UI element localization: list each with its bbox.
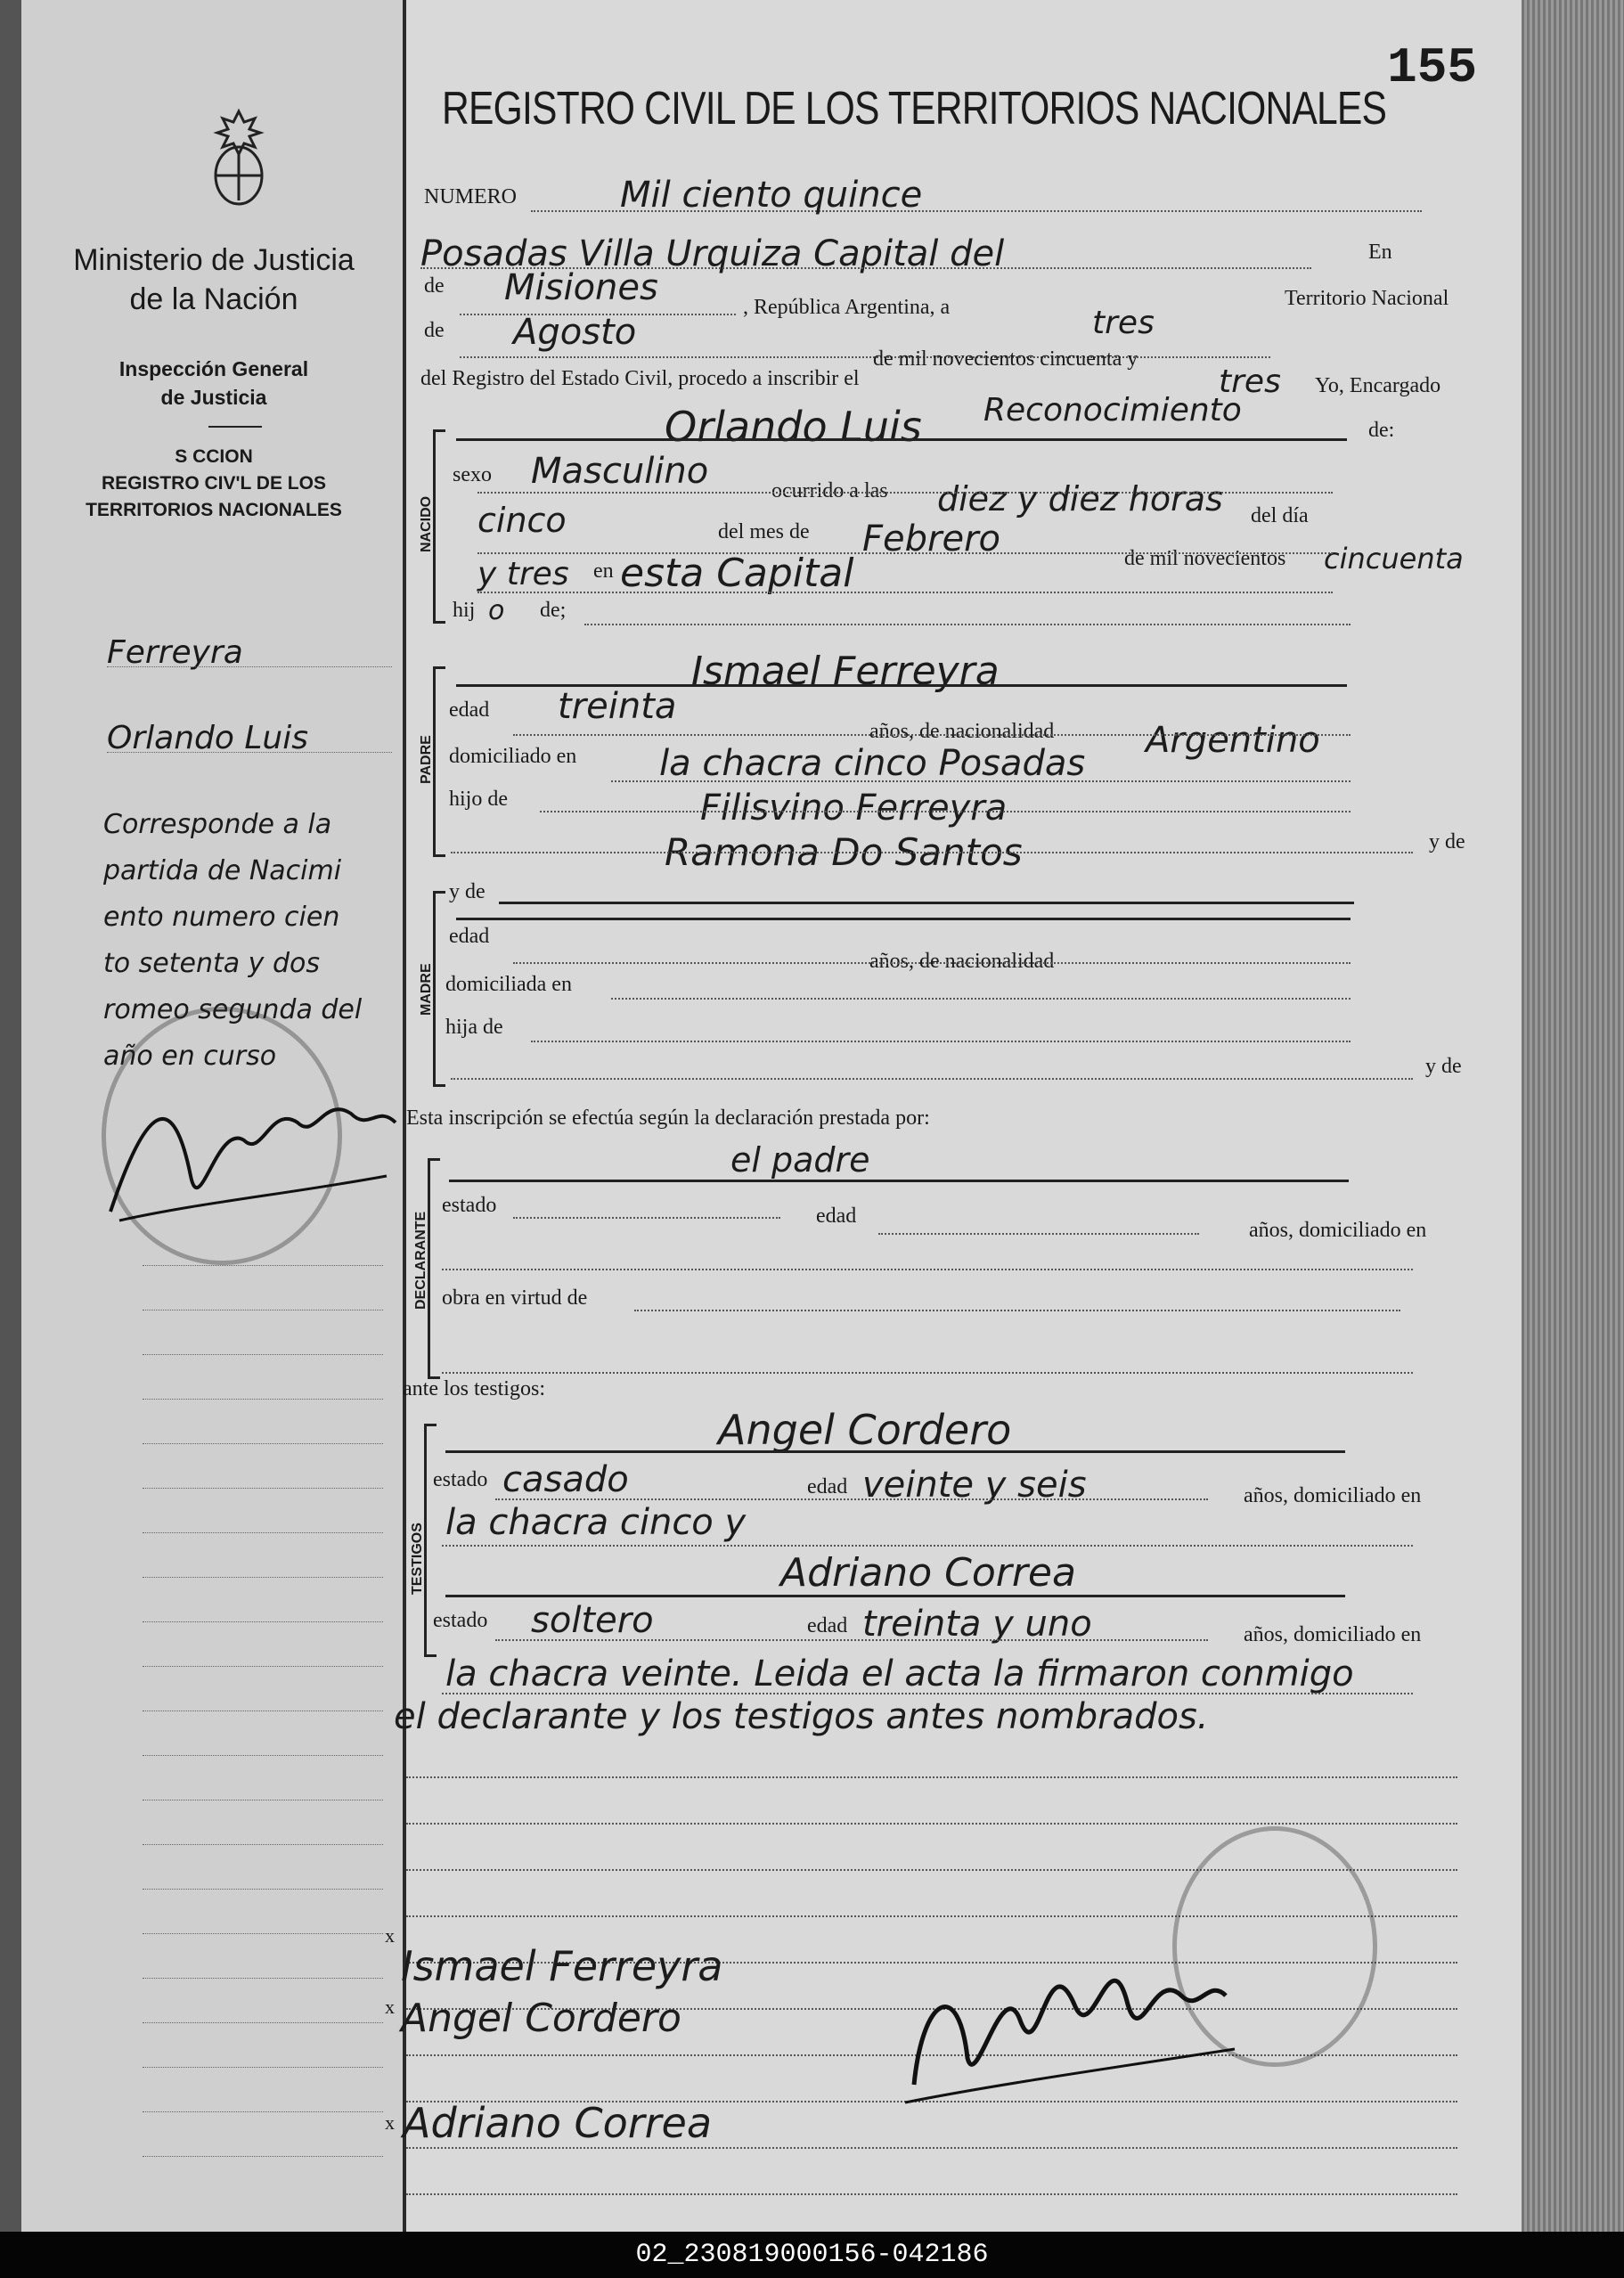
testigo2-edad: treinta y uno <box>862 1604 1092 1645</box>
line <box>445 1595 1345 1597</box>
de-label: de <box>424 274 445 298</box>
del-mes-label: del mes de <box>718 520 810 543</box>
yo-label: Yo, Encargado <box>1315 374 1441 397</box>
sexo-label: sexo <box>453 463 492 486</box>
de-label: de; <box>540 599 567 622</box>
declarante-nombre: el padre <box>730 1140 870 1180</box>
line <box>477 492 1333 494</box>
ruled-line <box>143 1577 383 1578</box>
edad-label: edad <box>807 1475 848 1498</box>
ruled-line <box>143 2022 383 2023</box>
estado-label: estado <box>442 1194 497 1217</box>
line <box>445 1450 1345 1453</box>
signature-ismael: Ismael Ferreyra <box>401 1942 723 1990</box>
y-de-label: y de <box>1425 1055 1462 1078</box>
acto-value: Reconocimiento <box>983 392 1242 429</box>
divider <box>208 426 262 428</box>
lugar-value: Posadas Villa Urquiza Capital del <box>420 233 1005 274</box>
anio-value: tres <box>1219 363 1281 400</box>
cierre-text: el declarante y los testigos antes nombrados. <box>394 1696 1209 1737</box>
domicilio-label: domiciliado en <box>449 745 577 768</box>
registry-page <box>385 0 1522 2232</box>
coat-of-arms-icon <box>208 102 269 209</box>
padre-nacionalidad: Argentino <box>1146 720 1320 761</box>
rule <box>107 666 392 667</box>
line <box>460 356 1270 358</box>
ruled-line <box>143 1666 383 1667</box>
hija-de-label: hija de <box>445 1016 503 1039</box>
dia-value: cinco <box>477 501 567 540</box>
ruled-line <box>406 1823 1457 1825</box>
padre-padre: Filisvino Ferreyra <box>700 788 1008 829</box>
edad-label: edad <box>816 1204 857 1228</box>
testigo2-nombre: Adriano Correa <box>780 1550 1076 1596</box>
testigo1-estado: casado <box>502 1459 629 1500</box>
left-margin-page <box>21 0 406 2232</box>
line <box>495 1498 1208 1500</box>
republica-label: , República Argentina, a <box>743 296 951 319</box>
line <box>611 780 1351 782</box>
page-stack-edge <box>1522 0 1624 2232</box>
hijo-de-label: hijo de <box>449 788 508 811</box>
page-title: REGISTRO CIVIL DE LOS TERRITORIOS NACIONALES <box>442 83 1387 135</box>
del-registro-label: del Registro del Estado Civil, procedo a inscribir el <box>420 367 860 390</box>
ruled-line <box>143 1265 383 1266</box>
madre-bracket <box>433 891 445 1087</box>
margin-note-line: to setenta y dos <box>103 948 320 979</box>
mes-value: Febrero <box>862 518 1000 559</box>
x-mark: x <box>385 1924 395 1947</box>
ocurrido-label: ocurrido a las <box>771 479 888 502</box>
line <box>477 592 1333 593</box>
testigos-intro: ante los testigos: <box>403 1377 545 1400</box>
line <box>442 1269 1413 1270</box>
ruled-line <box>143 1844 383 1845</box>
line <box>442 1693 1413 1694</box>
line <box>451 1078 1413 1080</box>
ruled-line <box>143 1978 383 1979</box>
x-mark: x <box>385 2111 395 2134</box>
nacionalidad-label: años, de nacionalidad <box>869 720 1055 743</box>
del-dia-label: del día <box>1251 504 1309 527</box>
domiciliada-label: domiciliada en <box>445 973 572 996</box>
margin-surname: Ferreyra <box>107 634 243 671</box>
edad-label: edad <box>449 698 490 722</box>
margin-note-line: ento numero cien <box>103 902 340 933</box>
line <box>611 998 1351 1000</box>
sexo-value: Masculino <box>531 451 709 492</box>
rule <box>107 752 392 753</box>
y-de-label: y de <box>449 880 486 903</box>
scan-id-footer: 02_230819000156-042186 <box>0 2232 1624 2278</box>
testigo2-domicilio: la chacra veinte. Leida el acta la firmaron conmigo <box>445 1653 1354 1694</box>
estado-label: estado <box>433 1609 488 1632</box>
estado-label: estado <box>433 1468 488 1491</box>
x-mark: x <box>385 1996 395 2018</box>
hijo-suffix: o <box>488 595 505 626</box>
line <box>513 962 1351 964</box>
dia-value: tres <box>1092 305 1155 341</box>
testigos-section-label: TESTIGOS <box>410 1523 425 1595</box>
padre-nombre: Ismael Ferreyra <box>691 649 1000 694</box>
declarante-bracket <box>428 1158 440 1379</box>
ruled-line <box>143 1443 383 1444</box>
line <box>531 1041 1351 1042</box>
de-mil-label: de mil novecientos <box>1124 547 1286 570</box>
nacido-nombre: Orlando Luis <box>665 403 922 451</box>
ruled-line <box>143 1755 383 1756</box>
margin-signature <box>93 1069 413 1247</box>
ruled-line <box>143 1933 383 1934</box>
anio2-value: y tres <box>477 556 569 592</box>
margin-note-line: Corresponde a la <box>103 809 332 840</box>
ruled-line <box>143 2067 383 2068</box>
line <box>513 1217 780 1219</box>
declarante-section-label: DECLARANTE <box>413 1211 428 1310</box>
line <box>456 438 1347 441</box>
nacido-bracket <box>433 429 445 624</box>
seccion-label: S CCION <box>175 446 253 467</box>
numero-label: NUMERO <box>424 185 518 208</box>
numero-value: Mil ciento quince <box>620 175 923 216</box>
padre-domicilio: la chacra cinco Posadas <box>659 743 1086 784</box>
anos-domiciliado-label: años, domiciliado en <box>1244 1484 1422 1507</box>
de-label: de <box>424 319 445 342</box>
ruled-line <box>143 2111 383 2112</box>
hora-value: diez y diez horas <box>937 479 1223 518</box>
declaracion-intro: Esta inscripción se efectúa según la declaración prestada por: <box>406 1106 930 1130</box>
registro-label: REGISTRO CIV'L DE LOS <box>102 473 326 494</box>
edad-label: edad <box>807 1614 848 1637</box>
ruled-line <box>143 1889 383 1890</box>
margin-note-line: romeo segunda del <box>103 994 363 1025</box>
ministry-title: Ministerio de Justicia <box>73 243 355 277</box>
y-de-label: y de <box>1429 830 1465 853</box>
line <box>634 1310 1400 1311</box>
territorio-value: Misiones <box>504 267 658 308</box>
inspeccion-label: Inspección General <box>118 357 309 380</box>
ruled-line <box>143 1621 383 1622</box>
ruled-line <box>406 2147 1457 2149</box>
ruled-line <box>406 1776 1457 1778</box>
padre-section-label: PADRE <box>419 735 434 784</box>
territorio-nacional-label: Territorio Nacional <box>1285 287 1449 310</box>
line <box>495 1639 1208 1641</box>
de-mil-label: de mil novecientos cincuenta y <box>873 347 1138 371</box>
ruled-line <box>406 2193 1457 2195</box>
ruled-line <box>143 1399 383 1400</box>
registro-sub: TERRITORIOS NACIONALES <box>86 500 342 520</box>
inspeccion-sub: de Justicia <box>160 386 267 409</box>
ruled-line <box>143 1488 383 1489</box>
encargado-signature <box>887 1915 1244 2120</box>
signature-adriano: Adriano Correa <box>403 2099 713 2147</box>
line <box>584 624 1351 625</box>
line <box>449 1180 1349 1182</box>
lugar-value: esta Capital <box>620 551 854 596</box>
padre-madre: Ramona Do Santos <box>665 830 1023 874</box>
mes-value: Agosto <box>513 312 637 353</box>
line <box>513 734 1351 736</box>
line <box>540 811 1351 812</box>
testigo1-domicilio: la chacra cinco y <box>445 1502 747 1543</box>
line <box>451 852 1413 853</box>
hijo-label: hij <box>453 599 476 622</box>
ruled-line <box>143 1532 383 1533</box>
margin-note-line: partida de Nacimi <box>103 855 342 886</box>
line <box>456 918 1351 920</box>
anio-value: cincuenta <box>1324 542 1464 576</box>
edad-label: edad <box>449 925 490 948</box>
testigo1-nombre: Angel Cordero <box>718 1406 1012 1454</box>
en-label: En <box>1368 241 1392 264</box>
madre-section-label: MADRE <box>419 963 434 1016</box>
en-label: en <box>593 559 614 583</box>
line <box>499 902 1354 904</box>
line <box>477 552 1333 554</box>
ruled-line <box>143 1354 383 1355</box>
nacido-section-label: NACIDO <box>419 495 434 552</box>
ruled-line <box>143 2156 383 2157</box>
anos-domiciliado-label: años, domiciliado en <box>1244 1623 1422 1646</box>
nacionalidad-label: años, de nacionalidad <box>869 950 1055 973</box>
line <box>442 1372 1413 1374</box>
line <box>442 1545 1413 1547</box>
padre-bracket <box>433 666 445 857</box>
obra-label: obra en virtud de <box>442 1286 588 1310</box>
line <box>878 1233 1199 1235</box>
padre-edad: treinta <box>558 686 677 727</box>
margin-given-name: Orlando Luis <box>107 720 308 756</box>
ministry-subtitle: de la Nación <box>129 282 298 316</box>
page-number: 155 <box>1387 39 1477 96</box>
testigo1-edad: veinte y seis <box>862 1465 1087 1506</box>
testigo2-estado: soltero <box>531 1600 654 1641</box>
signature-angel: Angel Cordero <box>401 1996 681 2041</box>
de-colon-label: de: <box>1368 419 1395 442</box>
anos-domiciliado-label: años, domiciliado en <box>1249 1219 1427 1242</box>
margin-note-line: año en curso <box>103 1041 277 1072</box>
